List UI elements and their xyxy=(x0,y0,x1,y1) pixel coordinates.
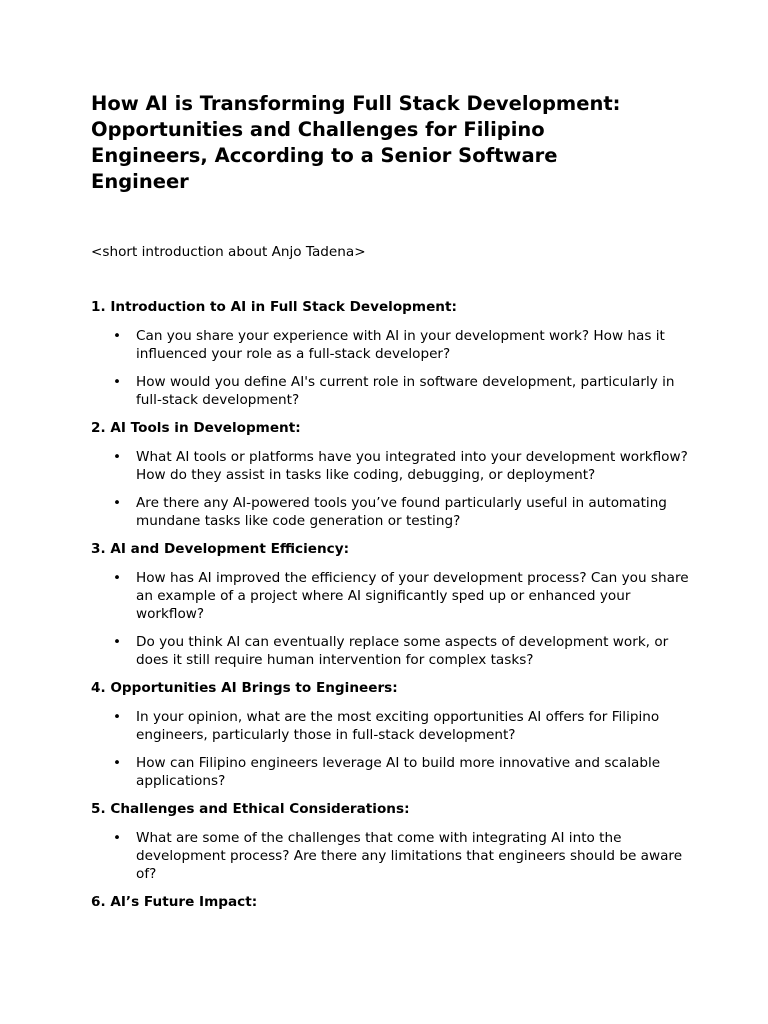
list-item xyxy=(91,708,691,744)
bullet-icon: • xyxy=(113,830,122,846)
document-page xyxy=(91,91,691,911)
section-heading: 3. AI and Development Efficiency: xyxy=(91,541,350,557)
document-title: How AI is Transforming Full Stack Development: Opportunities and Challenges for Filipino Engineers, According to a Senior Software Engineer xyxy=(91,92,621,193)
bullet-icon: • xyxy=(113,495,122,511)
question-text: Are there any AI-powered tools you’ve found particularly useful in automating mundane tasks like code generation or testing? xyxy=(136,495,667,529)
section-heading: 2. AI Tools in Development: xyxy=(91,420,301,436)
list-item xyxy=(91,448,691,484)
question-sections xyxy=(91,298,691,911)
question-text: Can you share your experience with AI in your development work? How has it influenced your role as a full-stack developer? xyxy=(136,328,665,362)
bullet-icon: • xyxy=(113,449,122,465)
question-list xyxy=(91,569,691,669)
question-text: What AI tools or platforms have you integrated into your development workflow? How do they assist in tasks like coding, debugging, or deployment? xyxy=(136,449,688,483)
question-text: How can Filipino engineers leverage AI to build more innovative and scalable applications? xyxy=(136,755,661,789)
question-section xyxy=(91,540,691,669)
question-list xyxy=(91,829,691,883)
bullet-icon: • xyxy=(113,755,122,771)
section-heading: 6. AI’s Future Impact: xyxy=(91,894,258,910)
question-text: How has AI improved the efficiency of your development process? Can you share an example of a project where AI significantly sped up or enhanced your workflow? xyxy=(136,570,689,622)
question-list xyxy=(91,327,691,409)
question-section xyxy=(91,679,691,790)
bullet-icon: • xyxy=(113,634,122,650)
section-heading: 5. Challenges and Ethical Considerations: xyxy=(91,801,410,817)
question-list xyxy=(91,448,691,530)
bullet-icon: • xyxy=(113,570,122,586)
question-list xyxy=(91,708,691,790)
question-text: Do you think AI can eventually replace some aspects of development work, or does it still require human intervention for complex tasks? xyxy=(136,634,669,668)
list-item xyxy=(91,633,691,669)
question-text: How would you define AI's current role in software development, particularly in full-stack development? xyxy=(136,374,675,408)
bullet-icon: • xyxy=(113,709,122,725)
section-heading: 1. Introduction to AI in Full Stack Development: xyxy=(91,299,457,315)
intro-placeholder: <short introduction about Anjo Tadena> xyxy=(91,244,366,260)
question-section xyxy=(91,800,691,883)
bullet-icon: • xyxy=(113,374,122,390)
section-heading: 4. Opportunities AI Brings to Engineers: xyxy=(91,680,398,696)
list-item xyxy=(91,494,691,530)
list-item xyxy=(91,829,691,883)
question-text: In your opinion, what are the most exciting opportunities AI offers for Filipino engineers, particularly those in full-stack development? xyxy=(136,709,660,743)
list-item xyxy=(91,754,691,790)
list-item xyxy=(91,569,691,623)
list-item xyxy=(91,327,691,363)
list-item xyxy=(91,373,691,409)
question-section xyxy=(91,298,691,409)
question-section xyxy=(91,893,691,911)
question-section xyxy=(91,419,691,530)
question-text: What are some of the challenges that come with integrating AI into the development process? Are there any limitations that engineers should be aware of? xyxy=(136,830,683,882)
bullet-icon: • xyxy=(113,328,122,344)
